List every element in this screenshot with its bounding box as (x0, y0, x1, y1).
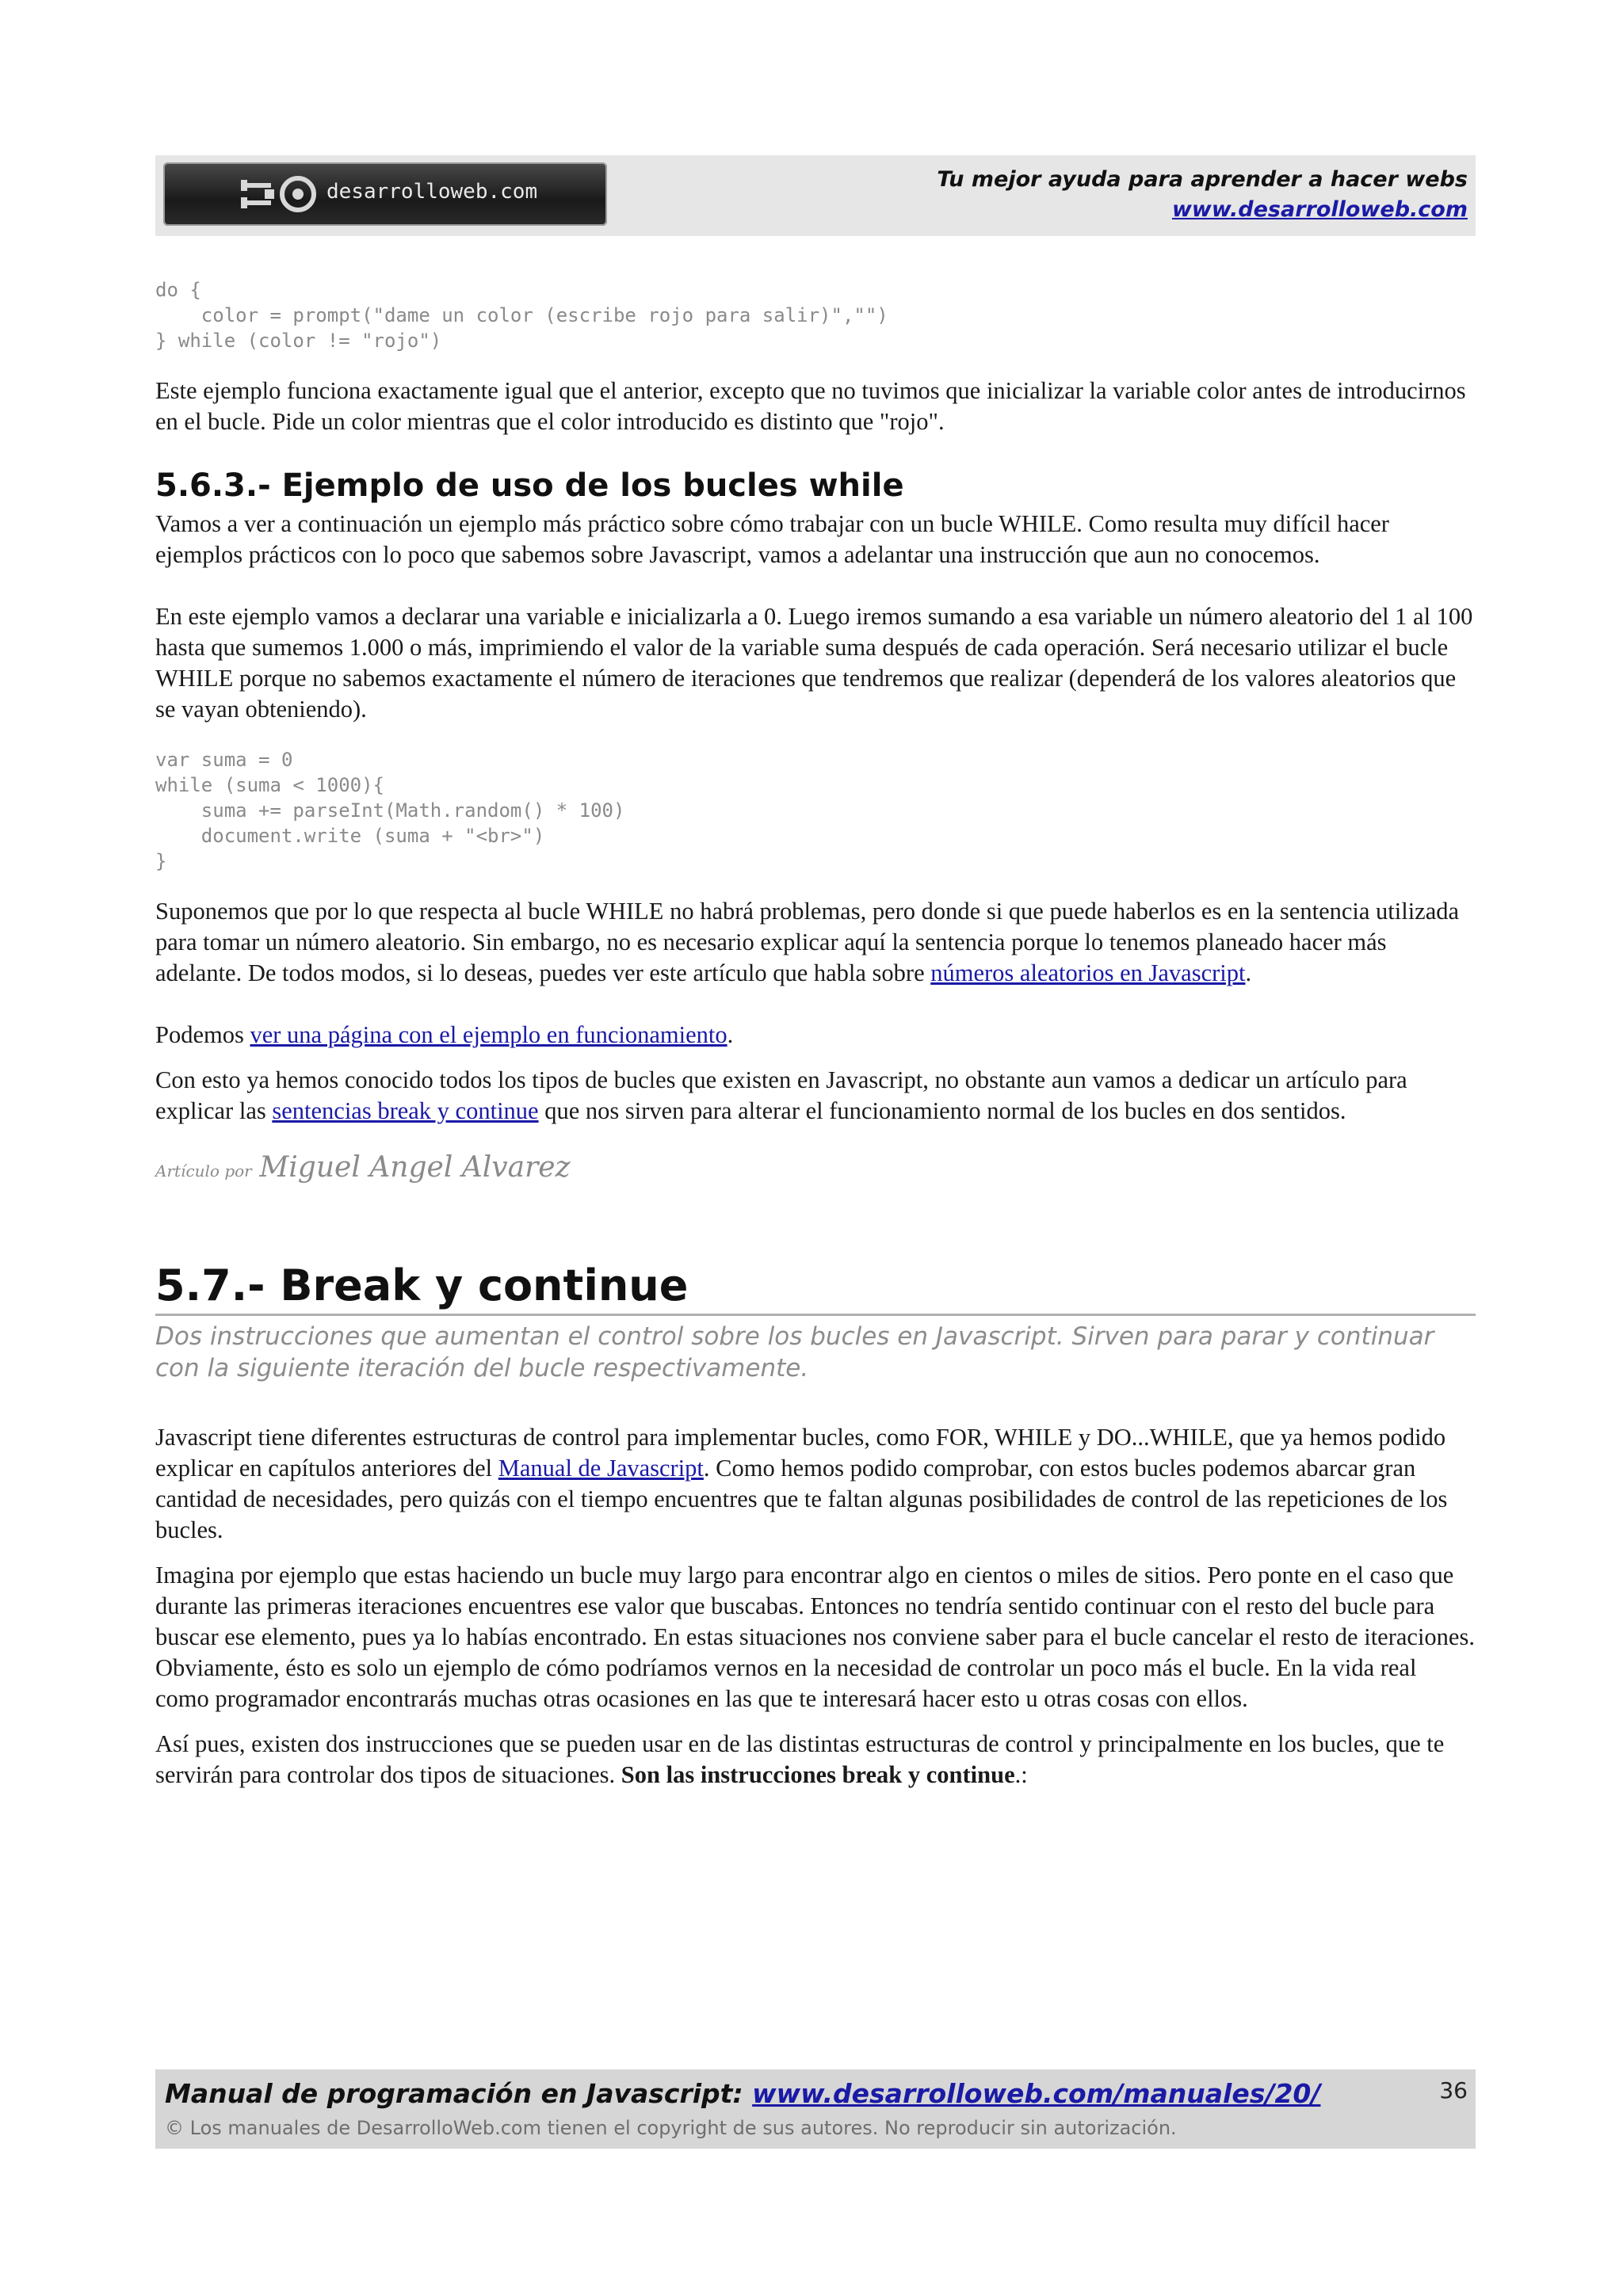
footer-copyright: © Los manuales de DesarrolloWeb.com tienen el copyright de sus autores. No reproducir sin autorización. (165, 2117, 1177, 2139)
article-byline (155, 1152, 1476, 1187)
paragraph-text: . (1245, 959, 1252, 986)
paragraph (155, 1020, 1476, 1051)
footer-manual-link[interactable]: www.desarrolloweb.com/manuales/20/ (752, 2078, 1321, 2109)
page-footer (155, 2069, 1476, 2149)
page-header (155, 155, 1476, 236)
footer-manual-label: Manual de programación en Javascript: (165, 2078, 753, 2109)
logo-text: desarrolloweb.com (327, 180, 538, 204)
paragraph: En este ejemplo vamos a declarar una variable e inicializarla a 0. Luego iremos sumando a esa variable un número aleatorio del 1 al 100 hasta que sumemos 1.000 o más, imprimiendo el valor de la variable suma después de cada operación. Será necesario utilizar el bucle WHILE porque no sabemos exactamente el número de iteraciones que tendremos que realizar (dependerá de los valores aleatorios que se vayan obteniendo). (155, 603, 1473, 723)
paragraph-text: .: (1014, 1761, 1028, 1788)
paragraph-text: Podemos (155, 1021, 250, 1048)
paragraph (155, 896, 1476, 989)
site-logo[interactable] (163, 162, 607, 226)
paragraph: Vamos a ver a continuación un ejemplo más práctico sobre cómo trabajar con un bucle WHILE. Como resulta muy difícil hacer ejemplos prácticos con lo poco que sabemos sobre Javascript, vamos a adelantar una instrucción que aun no conocemos. (155, 510, 1389, 568)
paragraph-text: que nos sirven para alterar el funcionamiento normal de los bucles en dos sentidos. (538, 1097, 1346, 1124)
paragraph: Este ejemplo funciona exactamente igual que el anterior, excepto que no tuvimos que inicializar la variable color antes de introducirnos en el bucle. Pide un color mientras que el color introducido es distinto que "rojo". (155, 377, 1466, 435)
example-page-link[interactable]: ver una página con el ejemplo en funcionamiento (250, 1021, 727, 1048)
byline-author: Miguel Angel Alvarez (259, 1151, 571, 1184)
paragraph (155, 1422, 1476, 1546)
paragraph-text: Javascript tiene diferentes estructuras de control para implementar bucles, como FOR, WHILE y DO...WHILE, que ya hemos podido explicar en capítulos anteriores del (155, 1424, 1446, 1482)
tagline-text: Tu mejor ayuda para aprender a hacer webs (937, 167, 1468, 192)
paragraph-text: Suponemos que por lo que respecta al bucle WHILE no habrá problemas, pero donde si que puede haberlos es en la sentencia utilizada para tomar un número aleatorio. Sin embargo, no es necesario explicar aquí la sentencia porque lo tenemos planeado hacer más adelante. De todos modos, si lo deseas, puedes ver este artículo que habla sobre (155, 898, 1460, 986)
paragraph: Imagina por ejemplo que estas haciendo un bucle muy largo para encontrar algo en cientos o miles de sitios. Pero ponte en el caso que durante las primeras iteraciones encuentres ese valor que buscabas. Entonces no tendría sentido continuar con el resto del bucle para buscar ese elemento, pues ya lo habías encontrado. En estas situaciones nos conviene saber para el bucle cancelar el resto de iteraciones. Obviamente, ésto es solo un ejemplo de cómo podríamos vernos en la necesidad de controlar un poco más el bucle. En la vida real como programador encontrarás muchas otras ocasiones en las que te interesará hacer esto u otras cosas con ellos. (155, 1562, 1475, 1712)
paragraph (155, 1729, 1476, 1791)
byline-prefix: Artículo por (155, 1161, 252, 1180)
section-lead: Dos instrucciones que aumentan el control sobre los bucles en Javascript. Sirven para parar y continuar con la siguiente iteración del bucle respectivamente. (155, 1322, 1434, 1383)
header-tagline (937, 165, 1468, 225)
logo-mark-icon (241, 174, 320, 215)
footer-manual-line (165, 2077, 1320, 2111)
header-site-link[interactable]: www.desarrolloweb.com (1171, 197, 1468, 222)
break-continue-link[interactable]: sentencias break y continue (272, 1097, 539, 1124)
code-block-while: var suma = 0 while (suma < 1000){ suma += parseInt(Math.random() * 100) document.write (suma + "<br>") } (155, 749, 625, 872)
paragraph-text: . Como hemos podido comprobar, con estos bucles podemos abarcar gran cantidad de necesidades, pero quizás con el tiempo encuentres que te faltan algunas posibilidades de control de las repeticiones de los bucles. (155, 1455, 1448, 1543)
paragraph-text: . (727, 1021, 734, 1048)
paragraph (155, 1065, 1476, 1127)
paragraph-text: Con esto ya hemos conocido todos los tipos de bucles que existen en Javascript, no obstante aun vamos a dedicar un artículo para explicar las (155, 1066, 1407, 1124)
section-heading-5-7: 5.7.- Break y continue (155, 1260, 1476, 1316)
section-heading-5-6-3: 5.6.3.- Ejemplo de uso de los bucles while (155, 467, 904, 504)
bold-text: Son las instrucciones break y continue (621, 1761, 1015, 1788)
random-numbers-link[interactable]: números aleatorios en Javascript (930, 959, 1246, 986)
code-block-do-while: do { color = prompt("dame un color (escribe rojo para salir)","") } while (color != "rojo") (155, 279, 888, 352)
paragraph-text: Así pues, existen dos instrucciones que se pueden usar en de las distintas estructuras de control y principalmente en los bucles, que te servirán para controlar dos tipos de situaciones. (155, 1730, 1445, 1788)
javascript-manual-link[interactable]: Manual de Javascript (498, 1455, 704, 1482)
page-content (155, 277, 1476, 1791)
page-number: 36 (1439, 2077, 1468, 2103)
